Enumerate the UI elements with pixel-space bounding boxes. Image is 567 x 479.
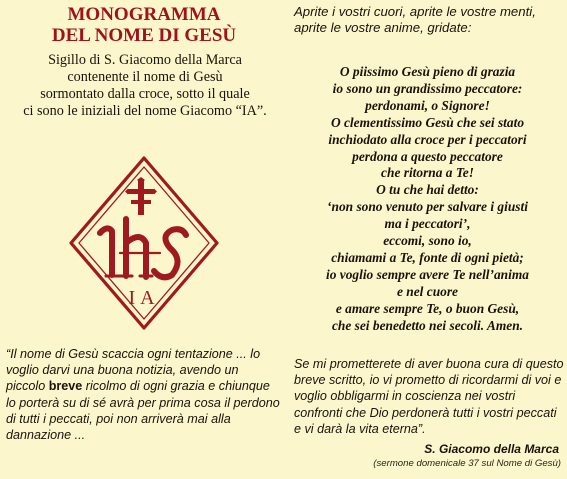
prayer-line: O piissimo Gesù pieno di grazia bbox=[339, 64, 516, 79]
description-line: Sigillo di S. Giacomo della Marca bbox=[48, 52, 242, 68]
right-panel bbox=[288, 0, 567, 479]
seal-description bbox=[6, 52, 284, 120]
prayer-line: io voglio sempre avere Te nell’anima bbox=[326, 266, 529, 282]
prayer-line: O tu che hai detto: bbox=[376, 182, 479, 198]
source-citation: (sermone domenicale 37 sul Nome di Gesù) bbox=[373, 458, 561, 469]
prayer-line: O clementissimo Gesù che sei stato bbox=[330, 114, 525, 130]
prayer-line: chiamami a Te, fonte di ogni pietà; bbox=[331, 249, 524, 265]
prayer-line: perdona a questo peccatore bbox=[352, 148, 503, 164]
prayer-line: ma i peccatori’, bbox=[384, 216, 471, 232]
quote-text: “Il nome di Gesù scaccia ogni tentazione ... lo voglio darvi una buona notizia, avendo un piccolo bbox=[6, 347, 261, 394]
description-line: ci sono le iniziali del nome Giacomo “IA”. bbox=[23, 103, 267, 119]
intro-text: Aprite i vostri cuori, aprite le vostre menti, aprite le vostre anime, gridate: bbox=[294, 4, 536, 35]
prayer-line: perdonami, o Signore! bbox=[365, 97, 490, 113]
quote-bold-word: breve bbox=[48, 379, 83, 394]
prayer-line: e amare sempre Te, o buon Gesù, bbox=[335, 300, 520, 316]
description-line: contenente il nome di Gesù bbox=[67, 69, 223, 85]
page-title bbox=[0, 4, 288, 46]
prayer-line: e nel cuore bbox=[397, 283, 458, 299]
title-line-1: MONOGRAMMA bbox=[67, 4, 221, 25]
ihs-letters-icon bbox=[100, 219, 186, 277]
prayer-line: che ritorna a Te! bbox=[381, 165, 474, 181]
prayer-line: che sei benedetto nei secoli. Amen. bbox=[331, 317, 524, 333]
prayer-line: io sono un grandissimo peccatore: bbox=[332, 80, 523, 96]
left-quote bbox=[6, 346, 280, 443]
description-line: sormontato dalla croce, sotto il quale bbox=[40, 86, 250, 102]
initials-ia: IA bbox=[128, 287, 160, 309]
prayer-line: ‘non sono venuto per salvare i giusti bbox=[327, 199, 528, 215]
prayer-line: eccomi, sono io, bbox=[383, 233, 472, 249]
ihs-monogram-seal bbox=[68, 155, 220, 331]
title-line-2: DEL NOME DI GESÙ bbox=[51, 25, 237, 46]
closing-quote: Se mi prometterete di aver buona cura di questo breve scritto, io vi prometto di ricordarmi di voi e voglio obbligarmi in coscienza nei vostri confronti che Dio perdonerà tutti i vostri peccati e vi darà la vita eterna”. bbox=[294, 357, 564, 436]
author-signature: S. Giacomo della Marca bbox=[424, 442, 559, 456]
prayer-line: inchiodato alla croce per i peccatori bbox=[328, 131, 527, 147]
prayer bbox=[288, 64, 567, 335]
quote-text: ricolmo di ogni grazia e chiunque lo porterà su di sé avrà per prima cosa il perdono di tutti i peccati, poi non arriverà mai alla dannazione ... bbox=[6, 379, 280, 443]
